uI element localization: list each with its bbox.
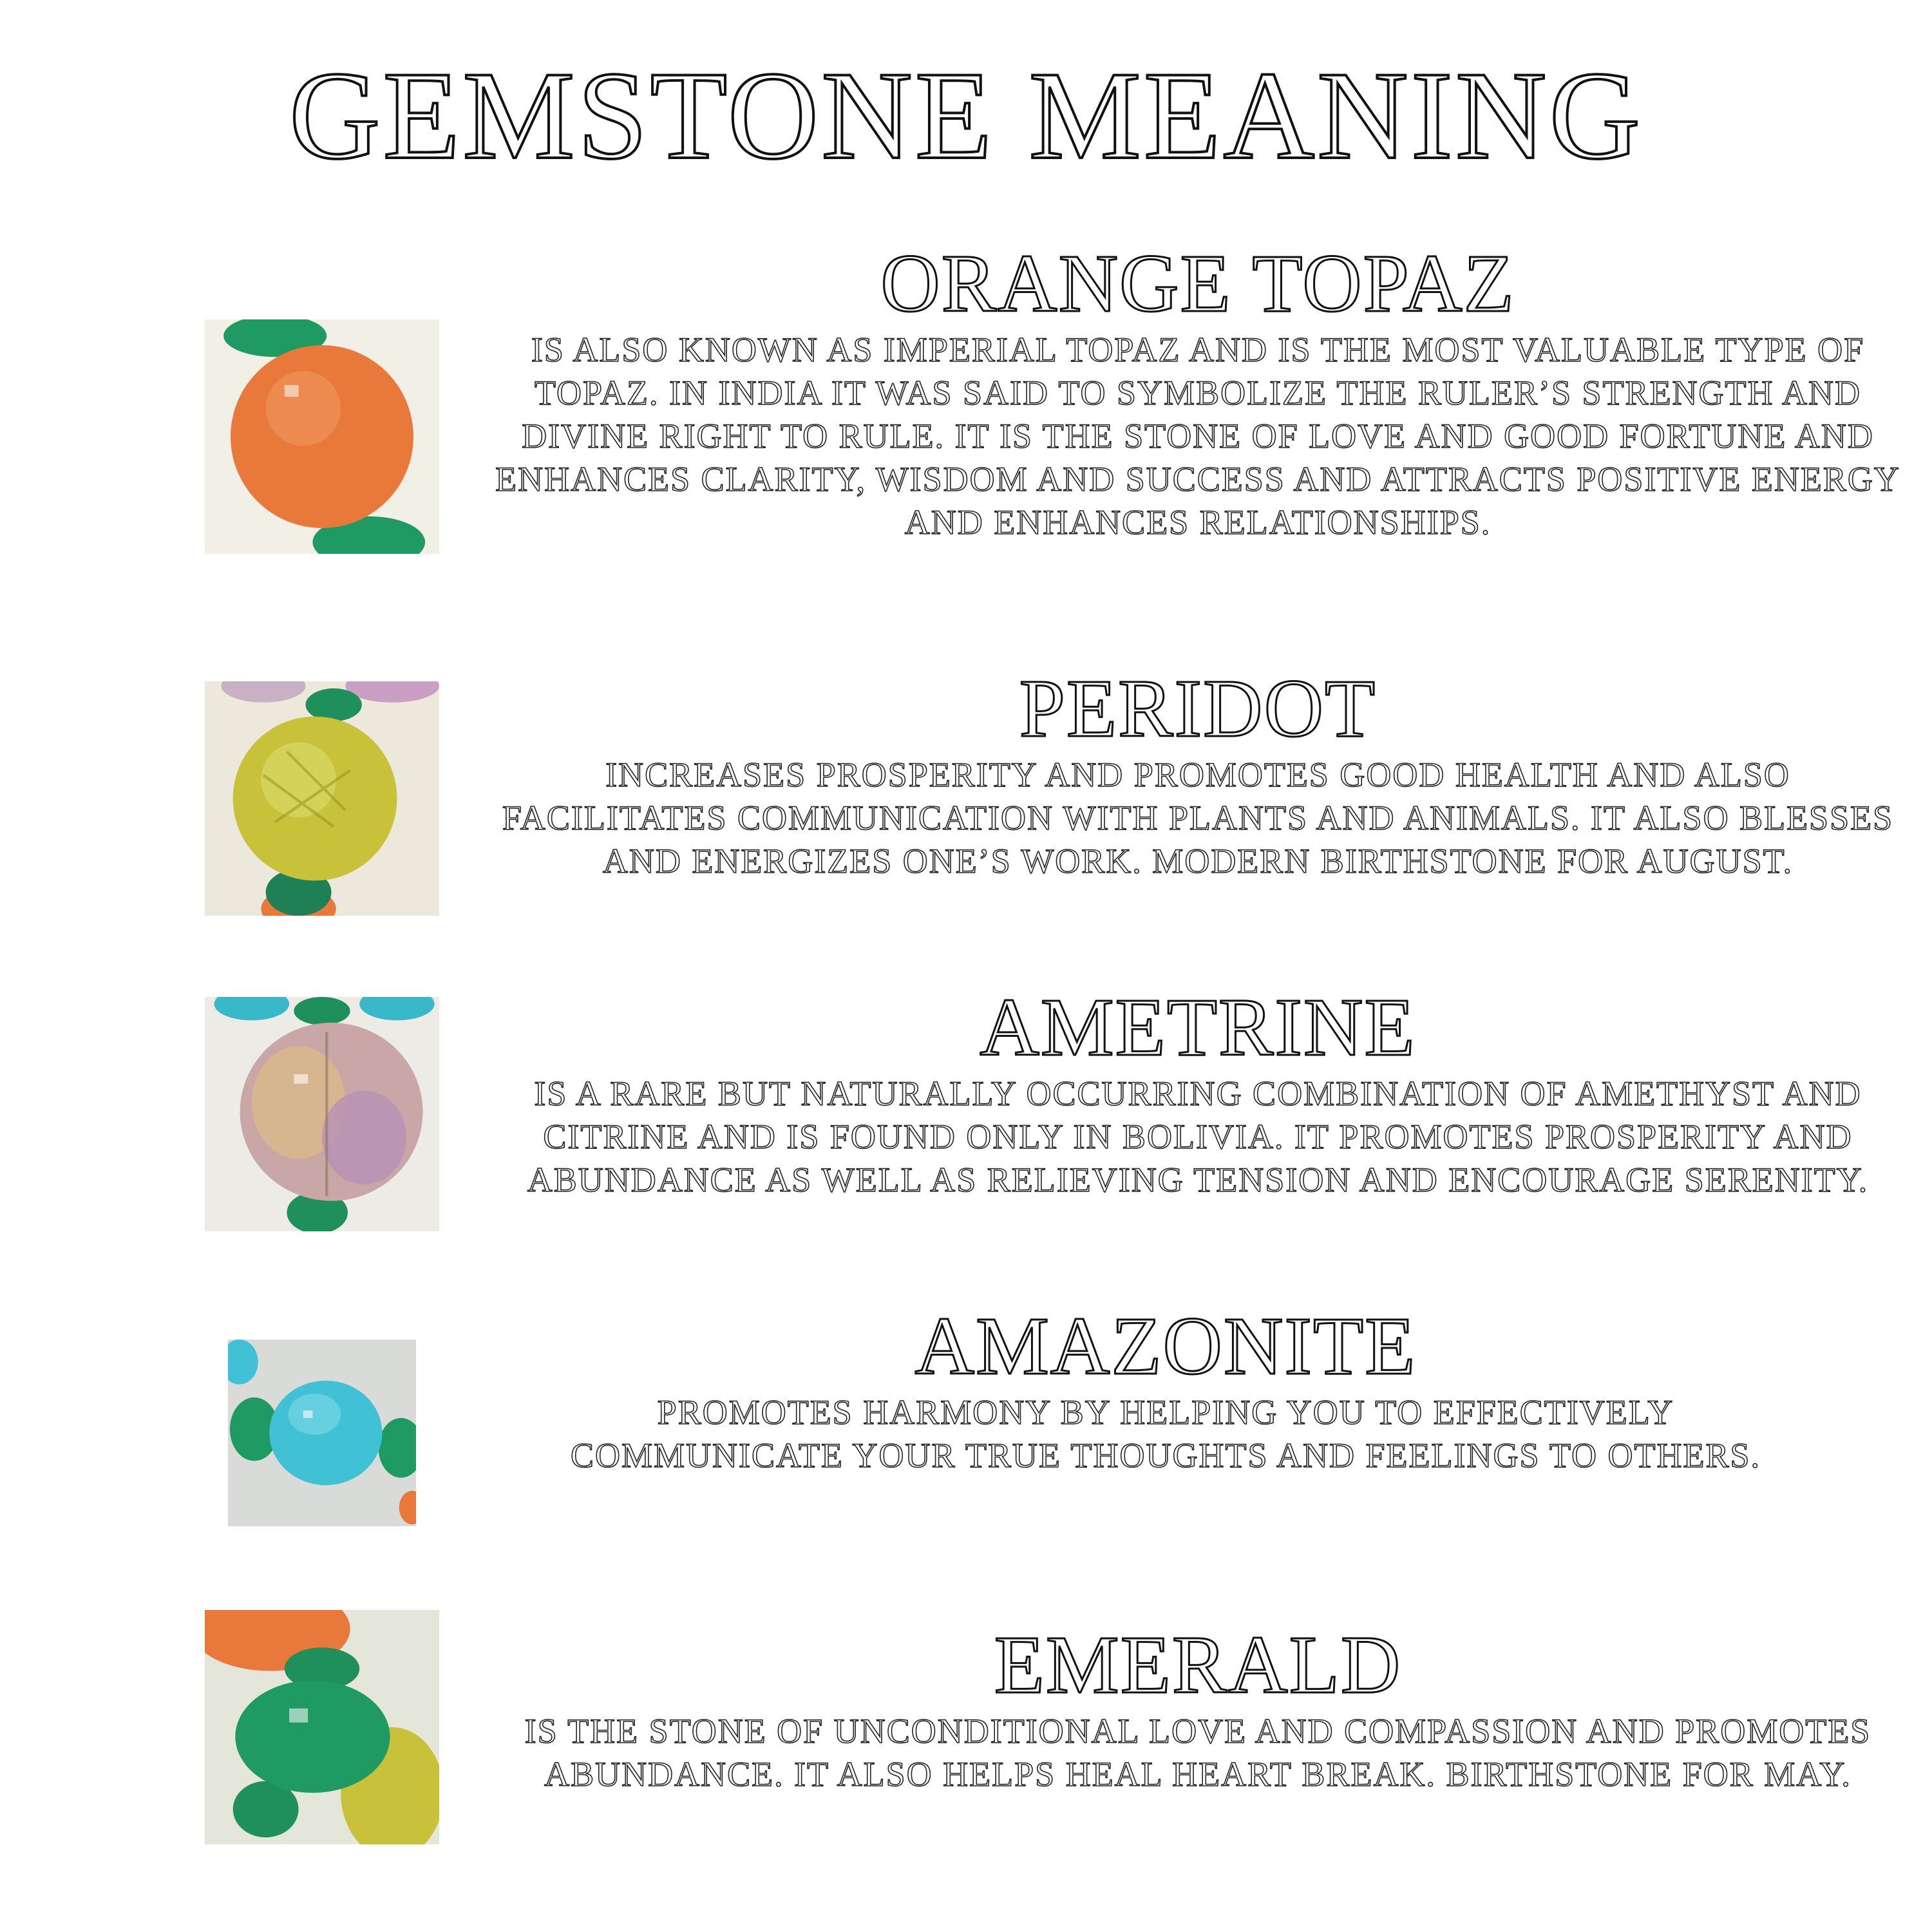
gem-description: IS THE STONE OF UNCONDITIONAL LOVE AND COMPASSION AND PROMOTES ABUNDANCE. IT ALSO HELPS HEAL HEART BREAK. BIRTHSTONE FOR MAY. bbox=[524, 1712, 1871, 1794]
orange-topaz-photo bbox=[205, 319, 439, 554]
amazonite-photo bbox=[228, 1340, 416, 1526]
ametrine-photo bbox=[205, 997, 439, 1231]
page-title: GEMSTONE MEANING bbox=[289, 46, 1643, 185]
gem-description: PROMOTES HARMONY BY HELPING YOU TO EFFECTIVELY COMMUNICATE YOUR TRUE THOUGHTS AND FEELINGS TO OTHERS. bbox=[570, 1393, 1761, 1475]
gem-name: ORANGE TOPAZ bbox=[880, 238, 1515, 329]
gem-name: AMETRINE bbox=[980, 981, 1416, 1073]
gem-description: IS ALSO KNOWN AS IMPERIAL TOPAZ AND IS THE MOST VALUABLE TYPE OF TOPAZ. IN INDIA IT WAS SAID TO SYMBOLIZE THE RULER’S STRENGTH AND DIVINE RIGHT TO RULE. IT IS THE STONE OF LOVE AND GOOD FORTUNE AND ENHANCES CLARITY, WISDOM AND SUCCESS AND ATTRACTS POSITIVE ENERGY AND ENHANCES RELATIONSHIPS. bbox=[495, 330, 1900, 542]
peridot-photo bbox=[205, 681, 439, 916]
gem-name: EMERALD bbox=[994, 1619, 1402, 1710]
gem-description: IS A RARE BUT NATURALLY OCCURRING COMBINATION OF AMETHYST AND CITRINE AND IS FOUND ONLY IN BOLIVIA. IT PROMOTES PROSPERITY AND ABUNDANCE AS WELL AS RELIEVING TENSION AND ENCOURAGE SERENITY. bbox=[527, 1074, 1869, 1199]
gem-description: INCREASES PROSPERITY AND PROMOTES GOOD HEALTH AND ALSO FACILITATES COMMUNICATION WITH PLANTS AND ANIMALS. IT ALSO BLESSES AND ENERGIZES ONE’S WORK. MODERN BIRTHSTONE FOR AUGUST. bbox=[502, 755, 1894, 880]
emerald-photo bbox=[205, 1610, 439, 1844]
gem-name: PERIDOT bbox=[1019, 663, 1377, 754]
gem-name: AMAZONITE bbox=[914, 1300, 1417, 1392]
